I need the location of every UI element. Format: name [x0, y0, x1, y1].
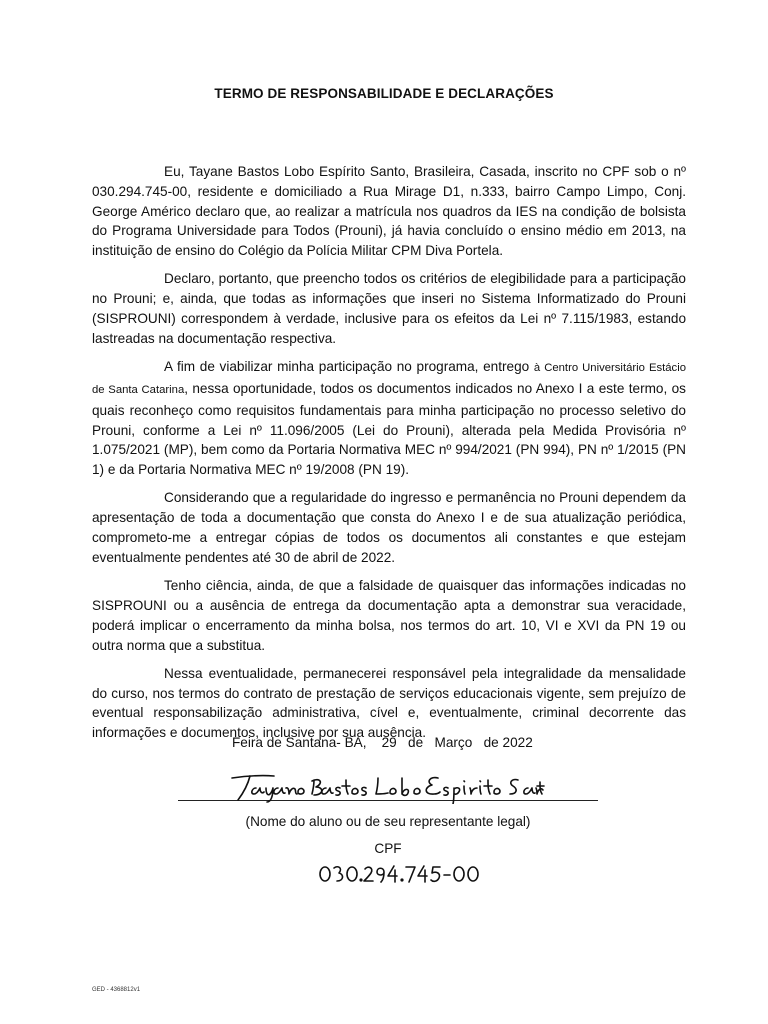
paragraph-regularity: Considerando que a regularidade do ingresso e permanência no Prouni dependem da apresentação de toda a documentação que consta do Anexo I e de sua atualização periódica, comprometo-me a entregar cópias de todos os documentos ali constantes e que estejam eventualmente pendentes até 30 de abril de 2022.	[92, 490, 686, 565]
paragraph-documents-part2: , nessa oportunidade, todos os documentos indicados no Anexo I a este termo, os quais reconheço como requisitos fundamentais para minha participação no processo seletivo do Prouni, conforme a Lei nº 11.096/2005 (Lei do Prouni), alterada pela Medida Provisória nº 1.075/2021 (MP), bem como da Portaria Normativa MEC nº 994/2021 (PN 994), PN nº 1/2015 (PN 1) e da Portaria Normativa MEC nº 19/2008 (PN 19).	[92, 380, 686, 478]
place-and-date: Feira de Santana- BA, 29 de Março de 2022	[232, 735, 533, 750]
handwritten-cpf	[316, 858, 486, 888]
footer-code: GED - 4368812v1	[92, 987, 141, 993]
document-title: TERMO DE RESPONSABILIDADE E DECLARAÇÕES	[214, 86, 554, 101]
cpf-label: CPF	[374, 841, 402, 856]
signature-caption: (Nome do aluno ou de seu representante legal)	[245, 814, 531, 829]
paragraph-documents	[92, 357, 686, 480]
paragraph-awareness: Tenho ciência, ainda, de que a falsidade de quaisquer das informações indicadas no SISPROUNI ou a ausência de entrega da documentação apta a demonstrar sua veracidade, poderá implicar o encerramento da minha bolsa, nos termos do art. 10, VI e XVI da PN 19 ou outra norma que a substitua.	[92, 578, 686, 653]
paragraph-documents-part1: A fim de viabilizar minha participação no programa, entrego	[164, 359, 530, 375]
paragraph-eligibility: Declaro, portanto, que preencho todos os critérios de elegibilidade para a participação no Prouni; e, ainda, que todas as informações que inseri no Sistema Informatizado do Prouni (SISPROUNI) correspondem à verdade, inclusive para os efeitos da Lei nº 7.115/1983, estando lastreadas na documentação respectiva.	[92, 271, 686, 346]
paragraph-identification: Eu, Tayane Bastos Lobo Espírito Santo, Brasileira, Casada, inscrito no CPF sob o nº 030.294.745-00, residente e domiciliado a Rua Mirage D1, n.333, bairro Campo Limpo, Conj. George Américo declaro que, ao realizar a matrícula nos quadros da IES na condição de bolsista do Programa Universidade para Todos (Prouni), já havia concluído o ensino médio em 2013, na instituição de ensino do Colégio da Polícia Militar CPM Diva Portela.	[92, 164, 686, 259]
document-body	[92, 162, 686, 752]
handwritten-signature	[226, 770, 546, 804]
paragraph-responsibility: Nessa eventualidade, permanecerei responsável pela integralidade da mensalidade do curso, nos termos do contrato de prestação de serviços educacionais vigente, sem prejuízo de eventual responsabilização administrativa, cível e, eventualmente, criminal decorrente das informações e documentos, inclusive por sua ausência.	[92, 665, 686, 741]
institution-name: à Centro Universitário Estácio de Santa Catarina	[92, 362, 686, 396]
